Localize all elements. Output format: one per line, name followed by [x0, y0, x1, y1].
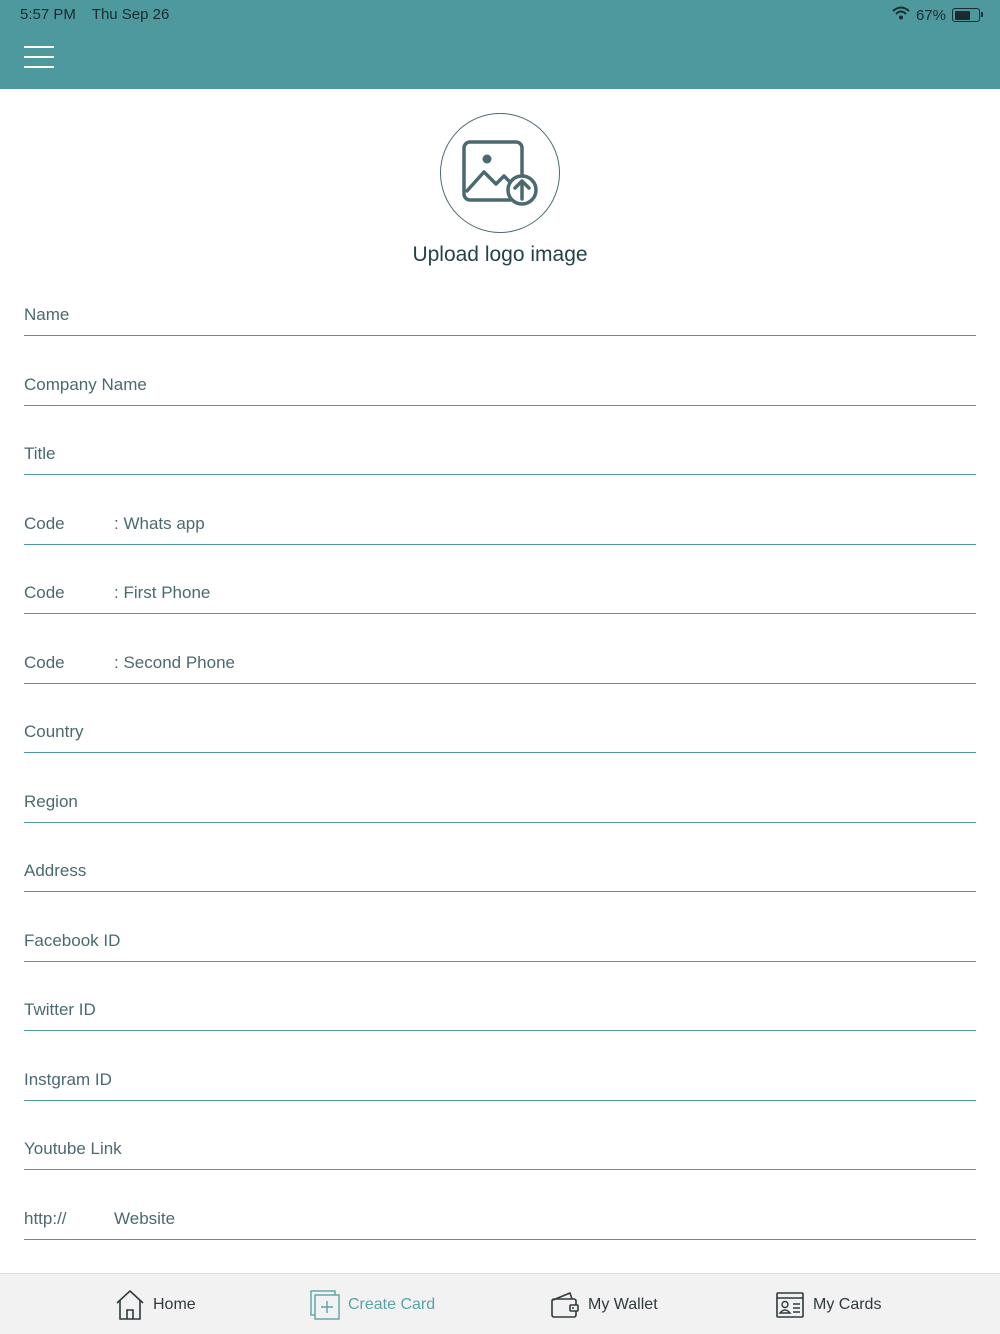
company-name-field[interactable] — [24, 336, 976, 406]
field-placeholder: Title — [24, 444, 56, 463]
logo-upload-button[interactable] — [440, 113, 560, 233]
battery-icon — [952, 8, 980, 22]
title-field[interactable] — [24, 405, 976, 475]
field-placeholder: Company Name — [24, 375, 147, 394]
field-placeholder: Website — [114, 1209, 176, 1228]
field-placeholder: Address — [24, 861, 87, 880]
status-bar-left — [20, 6, 181, 23]
field-placeholder: Name — [24, 305, 70, 324]
wallet-icon — [550, 1291, 580, 1319]
add-card-icon — [310, 1290, 340, 1320]
status-date: Thu Sep 26 — [91, 6, 170, 23]
field-placeholder: : First Phone — [114, 583, 211, 602]
whatsapp-code-selector[interactable]: Code — [24, 514, 65, 533]
tab-home[interactable] — [115, 1274, 196, 1334]
status-time: 5:57 PM — [20, 6, 76, 23]
second-phone-field[interactable] — [24, 614, 976, 684]
field-placeholder: Facebook ID — [24, 931, 121, 950]
name-field[interactable] — [24, 266, 976, 336]
id-card-icon — [775, 1291, 805, 1319]
bottom-tab-bar — [0, 1273, 1000, 1334]
second-phone-code-selector[interactable]: Code — [24, 653, 65, 672]
field-placeholder: : Second Phone — [114, 653, 235, 672]
tab-my-cards-label: My Cards — [813, 1295, 882, 1313]
field-placeholder: Region — [24, 792, 78, 811]
status-bar-right — [892, 6, 980, 24]
tab-my-wallet[interactable] — [550, 1274, 658, 1334]
tab-home-label: Home — [153, 1295, 196, 1313]
image-upload-icon — [460, 138, 540, 208]
tab-create-card-label: Create Card — [348, 1295, 436, 1313]
tab-create-card[interactable] — [310, 1274, 435, 1334]
hamburger-menu-icon[interactable] — [24, 46, 54, 70]
facebook-id-field[interactable] — [24, 892, 976, 962]
youtube-link-field[interactable] — [24, 1100, 976, 1170]
whatsapp-field[interactable] — [24, 475, 976, 545]
tab-my-cards[interactable] — [775, 1274, 881, 1334]
top-bar — [0, 0, 1000, 89]
field-placeholder: Youtube Link — [24, 1139, 122, 1158]
twitter-id-field[interactable] — [24, 961, 976, 1031]
battery-fill — [955, 11, 970, 20]
field-placeholder: Twitter ID — [24, 1000, 96, 1019]
first-phone-code-selector[interactable]: Code — [24, 583, 65, 602]
first-phone-field[interactable] — [24, 544, 976, 614]
wifi-icon — [892, 6, 910, 24]
field-placeholder: : Whats app — [114, 514, 205, 533]
tab-my-wallet-label: My Wallet — [588, 1295, 658, 1313]
battery-percent: 67% — [915, 6, 946, 24]
upload-logo-label: Upload logo image — [412, 243, 588, 266]
field-placeholder: Country — [24, 722, 84, 741]
country-field[interactable] — [24, 683, 976, 753]
region-field[interactable] — [24, 753, 976, 823]
field-placeholder: Instgram ID — [24, 1070, 112, 1089]
website-prefix: http:// — [24, 1209, 67, 1228]
instagram-id-field[interactable] — [24, 1031, 976, 1101]
address-field[interactable] — [24, 822, 976, 892]
home-icon — [115, 1289, 145, 1321]
website-field[interactable] — [24, 1170, 976, 1240]
